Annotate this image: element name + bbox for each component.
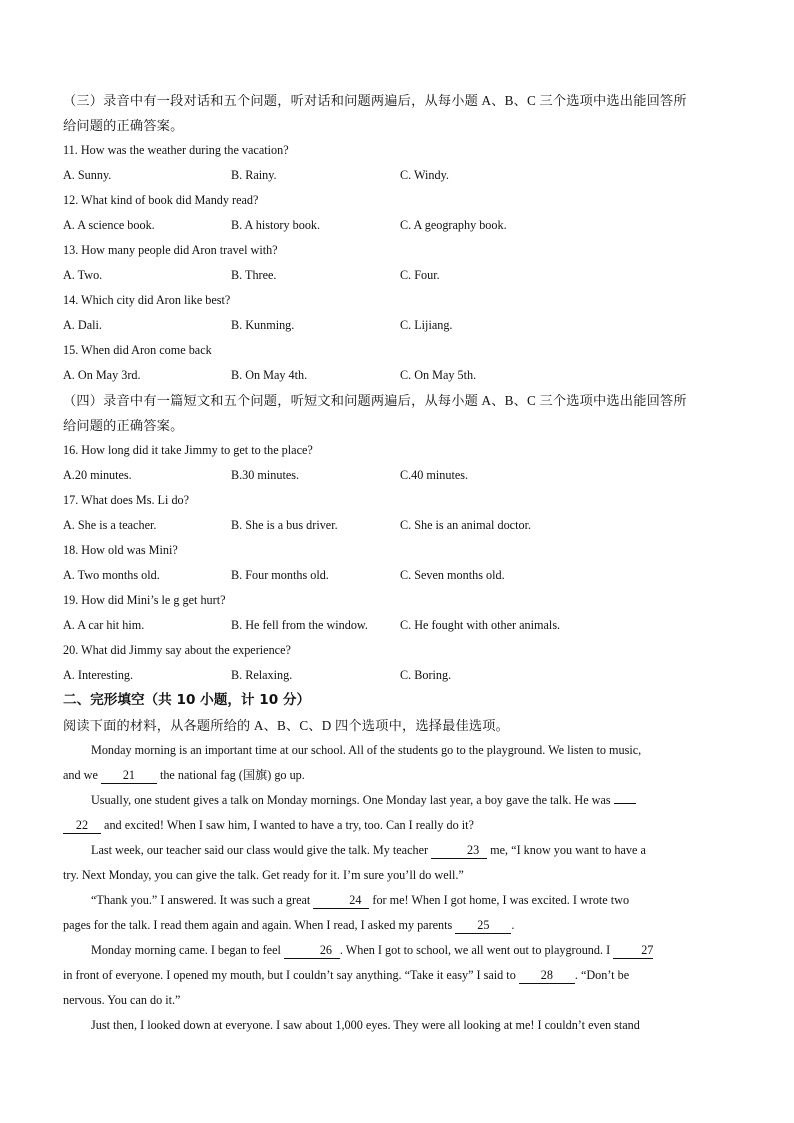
option-c: C.40 minutes. xyxy=(400,468,469,482)
option-b: B. Relaxing. xyxy=(231,668,293,682)
options-14 xyxy=(63,313,735,338)
option-a: A.20 minutes. xyxy=(63,468,132,482)
blank-23: 23 xyxy=(431,843,487,859)
options-11 xyxy=(63,163,735,188)
option-a: A. She is a teacher. xyxy=(63,518,157,532)
passage-line xyxy=(63,763,735,788)
option-a: A. Interesting. xyxy=(63,668,134,682)
option-a: A. Dali. xyxy=(63,318,102,332)
question-19: 19. How did Mini’s le g get hurt? xyxy=(63,593,226,607)
passage-line xyxy=(63,938,735,963)
blank-22-start xyxy=(614,788,636,804)
passage-line xyxy=(63,913,735,938)
option-c: C. She is an animal doctor. xyxy=(400,518,531,532)
passage-line: Just then, I looked down at everyone. I saw about 1,000 eyes. They were all looking at me! I couldn’t even stand xyxy=(91,1018,640,1032)
blank-28: 28 xyxy=(519,968,575,984)
option-b: B.30 minutes. xyxy=(231,468,300,482)
passage-text: . xyxy=(511,918,515,932)
passage-text: and excited! When I saw him, I wanted to have a try, too. Can I really do it? xyxy=(101,818,474,832)
blank-25: 25 xyxy=(455,918,511,934)
passage-line xyxy=(63,788,735,813)
question-17: 17. What does Ms. Li do? xyxy=(63,493,190,507)
section3-instruction: （三）录音中有一段对话和五个问题，听对话和问题两遍后，从每小题 A、B、C 三个选项中选出能回答所 xyxy=(63,93,687,108)
option-a: A. Two months old. xyxy=(63,568,160,582)
options-17 xyxy=(63,513,735,538)
option-b: B. He fell from the window. xyxy=(231,618,368,632)
option-b: B. Four months old. xyxy=(231,568,329,582)
option-a: A. A science book. xyxy=(63,218,155,232)
question-20: 20. What did Jimmy say about the experience? xyxy=(63,643,291,657)
passage-text: Monday morning came. I began to feel xyxy=(91,943,284,957)
option-b: B. Three. xyxy=(231,268,277,282)
option-a: A. Two. xyxy=(63,268,103,282)
passage-line xyxy=(63,963,735,988)
options-13 xyxy=(63,263,735,288)
blank-22: 22 xyxy=(63,818,101,834)
option-c: C. On May 5th. xyxy=(400,368,477,382)
blank-21: 21 xyxy=(101,768,157,784)
cloze-passage xyxy=(63,738,735,1038)
option-b: B. She is a bus driver. xyxy=(231,518,338,532)
question-16: 16. How long did it take Jimmy to get to the place? xyxy=(63,443,313,457)
blank-27: 27 xyxy=(613,943,653,959)
option-b: B. On May 4th. xyxy=(231,368,308,382)
option-c: C. Lijiang. xyxy=(400,318,453,332)
options-20 xyxy=(63,663,735,688)
section3-question-list xyxy=(63,138,735,388)
blank-26: 26 xyxy=(284,943,340,959)
passage-text: Usually, one student gives a talk on Monday mornings. One Monday last year, a boy gave the talk. He was xyxy=(91,793,614,807)
option-c: C. Four. xyxy=(400,268,440,282)
blank-24: 24 xyxy=(313,893,369,909)
part2-heading: 二、完形填空（共 10 小题，计 10 分） xyxy=(63,692,311,708)
section3-instruction-cont: 给问题的正确答案。 xyxy=(63,118,184,133)
option-c: C. He fought with other animals. xyxy=(400,618,561,632)
passage-text: “Thank you.” I answered. It was such a great xyxy=(91,893,314,907)
passage-line: try. Next Monday, you can give the talk. Get ready for it. I’m sure you’ll do well.” xyxy=(63,868,464,882)
options-15 xyxy=(63,363,735,388)
option-a: A. On May 3rd. xyxy=(63,368,141,382)
section4-instruction-cont: 给问题的正确答案。 xyxy=(63,418,184,433)
option-c: C. Windy. xyxy=(400,168,449,182)
option-c: C. Boring. xyxy=(400,668,452,682)
options-18 xyxy=(63,563,735,588)
passage-line xyxy=(63,813,735,838)
question-12: 12. What kind of book did Mandy read? xyxy=(63,193,259,207)
question-14: 14. Which city did Aron like best? xyxy=(63,293,231,307)
passage-line xyxy=(63,838,735,863)
passage-text: me, “I know you want to have a xyxy=(487,843,646,857)
option-b: B. Rainy. xyxy=(231,168,277,182)
question-18: 18. How old was Mini? xyxy=(63,543,178,557)
options-19 xyxy=(63,613,735,638)
exam-page xyxy=(63,88,735,1038)
question-13: 13. How many people did Aron travel with? xyxy=(63,243,278,257)
passage-text: and we xyxy=(63,768,101,782)
option-b: B. A history book. xyxy=(231,218,321,232)
passage-line: nervous. You can do it.” xyxy=(63,993,181,1007)
part2-instruction: 阅读下面的材料，从各题所给的 A、B、C、D 四个选项中，选择最佳选项。 xyxy=(63,718,510,733)
passage-text: . When I got to school, we all went out to playground. I xyxy=(339,943,614,957)
passage-line xyxy=(63,888,735,913)
section4-question-list xyxy=(63,438,735,688)
question-11: 11. How was the weather during the vacation? xyxy=(63,143,289,157)
passage-text: . “Don’t be xyxy=(574,968,630,982)
passage-text: Last week, our teacher said our class would give the talk. My teacher xyxy=(91,843,432,857)
section4-instruction: （四）录音中有一篇短文和五个问题，听短文和问题两遍后，从每小题 A、B、C 三个选项中选出能回答所 xyxy=(63,393,687,408)
option-c: C. Seven months old. xyxy=(400,568,505,582)
options-16 xyxy=(63,463,735,488)
passage-text: the national fag (国旗) go up. xyxy=(156,768,305,782)
passage-text: in front of everyone. I opened my mouth, but I couldn’t say anything. “Take it easy” I said to xyxy=(63,968,519,982)
passage-line: Monday morning is an important time at our school. All of the students go to the playground. We listen to music, xyxy=(91,743,642,757)
options-12 xyxy=(63,213,735,238)
option-b: B. Kunming. xyxy=(231,318,295,332)
option-c: C. A geography book. xyxy=(400,218,507,232)
option-a: A. A car hit him. xyxy=(63,618,145,632)
passage-text: for me! When I got home, I was excited. I wrote two xyxy=(369,893,630,907)
passage-text: pages for the talk. I read them again and again. When I read, I asked my parents xyxy=(63,918,456,932)
option-a: A. Sunny. xyxy=(63,168,112,182)
question-15: 15. When did Aron come back xyxy=(63,343,212,357)
